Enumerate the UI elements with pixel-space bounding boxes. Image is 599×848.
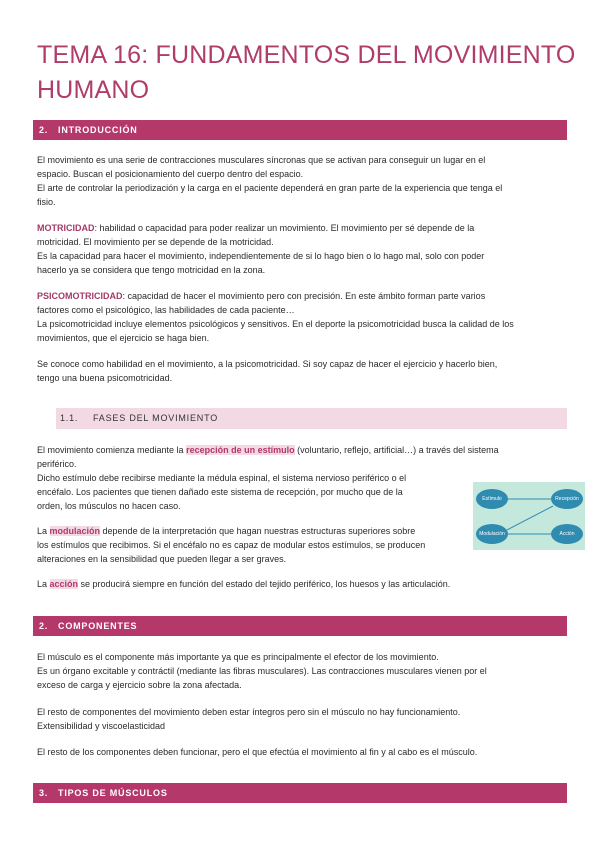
node-modulacion: Modulación	[476, 524, 508, 544]
connector-line	[507, 506, 553, 530]
node-accion: Acción	[551, 524, 583, 544]
highlight-accion: acción	[49, 579, 79, 589]
text-line: tengo una buena psicomotricidad.	[37, 373, 173, 383]
text-line	[37, 443, 567, 457]
node-estimulo: Estímulo	[476, 489, 508, 509]
text-span: se producirá siempre en función del estado del tejido periférico, los huesos y las articulación.	[78, 579, 451, 589]
highlight-modulacion: modulación	[49, 526, 101, 536]
section-number: 2.	[39, 125, 49, 135]
text-line: El músculo es el componente más importante ya que es principalmente el efector de los movimiento.	[37, 652, 439, 662]
text-span: : habilidad o capacidad para poder realizar un movimiento. El movimiento per sé depende de la	[94, 223, 475, 233]
text-line: Se conoce como habilidad en el movimiento, a la psicomotricidad. Si soy capaz de hacer el ejercicio y hacerlo bien,	[37, 359, 498, 369]
section-header-componentes	[33, 616, 567, 636]
text-line	[37, 289, 567, 303]
text-line	[37, 577, 567, 591]
text-line: encéfalo. Los pacientes que tienen dañado este sistema de recepción, por mucho que de la	[37, 487, 403, 497]
movement-phases-diagram	[473, 482, 585, 550]
node-recepcion: Recepción	[551, 489, 583, 509]
term-motricidad: MOTRICIDAD	[37, 223, 95, 233]
componentes-paragraph-3	[37, 745, 567, 759]
text-line: alteraciones en la sensibilidad que pueden llegar a ser graves.	[37, 554, 287, 564]
section-number: 2.	[39, 621, 49, 631]
text-line: motricidad. El movimiento per se depende de la motricidad.	[37, 237, 274, 247]
text-line: exceso de carga y ejercicio sobre la zona afectada.	[37, 680, 242, 690]
page-title	[37, 38, 577, 108]
text-line: espacio. Buscan el posicionamiento del cuerpo dentro del espacio.	[37, 169, 304, 179]
subsection-number: 1.1.	[60, 413, 79, 423]
title-line-1: TEMA 16: FUNDAMENTOS DEL MOVIMIENTO	[37, 41, 576, 69]
text-line: La psicomotricidad incluye elementos psicológicos y sensitivos. En el deporte la psicomotricidad busca la calidad de los	[37, 319, 514, 329]
title-line-2: HUMANO	[37, 76, 150, 104]
section-heading: COMPONENTES	[58, 621, 138, 631]
text-line: El resto de componentes del movimiento deben estar íntegros pero sin el músculo no hay funcionamiento.	[37, 707, 461, 717]
intro-final-paragraph	[37, 357, 567, 385]
subsection-heading: FASES DEL MOVIMIENTO	[93, 413, 219, 423]
componentes-paragraph-2	[37, 705, 567, 733]
text-line: orden, los músculos no hacen caso.	[37, 501, 181, 511]
text-line: hacerlo ya se considera que tengo motricidad en la zona.	[37, 265, 266, 275]
text-span: depende de la interpretación que hagan nuestras estructuras superiores sobre	[100, 526, 416, 536]
text-span: : capacidad de hacer el movimiento pero con precisión. En este ámbito forman parte varios	[122, 291, 486, 301]
section-number: 3.	[39, 788, 49, 798]
subsection-header-fases	[56, 408, 567, 429]
text-line: El resto de los componentes deben funcionar, pero el que efectúa el movimiento al fin y al cabo es el músculo.	[37, 747, 478, 757]
intro-paragraph-1	[37, 153, 567, 209]
highlight-recepcion: recepción de un estímulo	[186, 445, 295, 455]
accion-paragraph	[37, 577, 567, 591]
text-line: fisio.	[37, 197, 56, 207]
section-header-introduccion	[33, 120, 567, 140]
text-line: factores como el psicológico, las habilidades de cada paciente…	[37, 305, 295, 315]
section-heading: INTRODUCCIÓN	[58, 125, 138, 135]
text-span: (voluntario, reflejo, artificial…) a través del sistema	[294, 445, 499, 455]
text-line: Es la capacidad para hacer el movimiento, independientemente de si lo hago bien o lo hago mal, solo con poder	[37, 251, 485, 261]
motricidad-paragraph	[37, 221, 567, 277]
text-line: Extensibilidad y viscoelasticidad	[37, 721, 166, 731]
section-header-tipos-musculos	[33, 783, 567, 803]
text-line: Es un órgano excitable y contráctil (mediante las fibras musculares). Las contracciones musculares vienen por el	[37, 666, 487, 676]
text-line: movimientos, que el ejercicio se haga bien.	[37, 333, 210, 343]
text-line: Dicho estímulo debe recibirse mediante la médula espinal, el sistema nervioso periférico o el	[37, 473, 407, 483]
text-span: La	[37, 579, 50, 589]
componentes-paragraph-1	[37, 650, 567, 692]
text-line: El movimiento es una serie de contracciones musculares síncronas que se activan para conseguir un lugar en el	[37, 155, 486, 165]
text-line: los estímulos que recibimos. Si el encéfalo no es capaz de modular estos estímulos, se producen	[37, 540, 426, 550]
text-line: El arte de controlar la periodización y la carga en el paciente dependerá en gran parte de la experiencia que tenga el	[37, 183, 503, 193]
term-psicomotricidad: PSICOMOTRICIDAD	[37, 291, 123, 301]
psicomotricidad-paragraph	[37, 289, 567, 345]
text-line	[37, 221, 567, 235]
text-span: La	[37, 526, 50, 536]
text-line: periférico.	[37, 459, 77, 469]
section-heading: TIPOS DE MÚSCULOS	[58, 788, 168, 798]
text-span: El movimiento comienza mediante la	[37, 445, 187, 455]
